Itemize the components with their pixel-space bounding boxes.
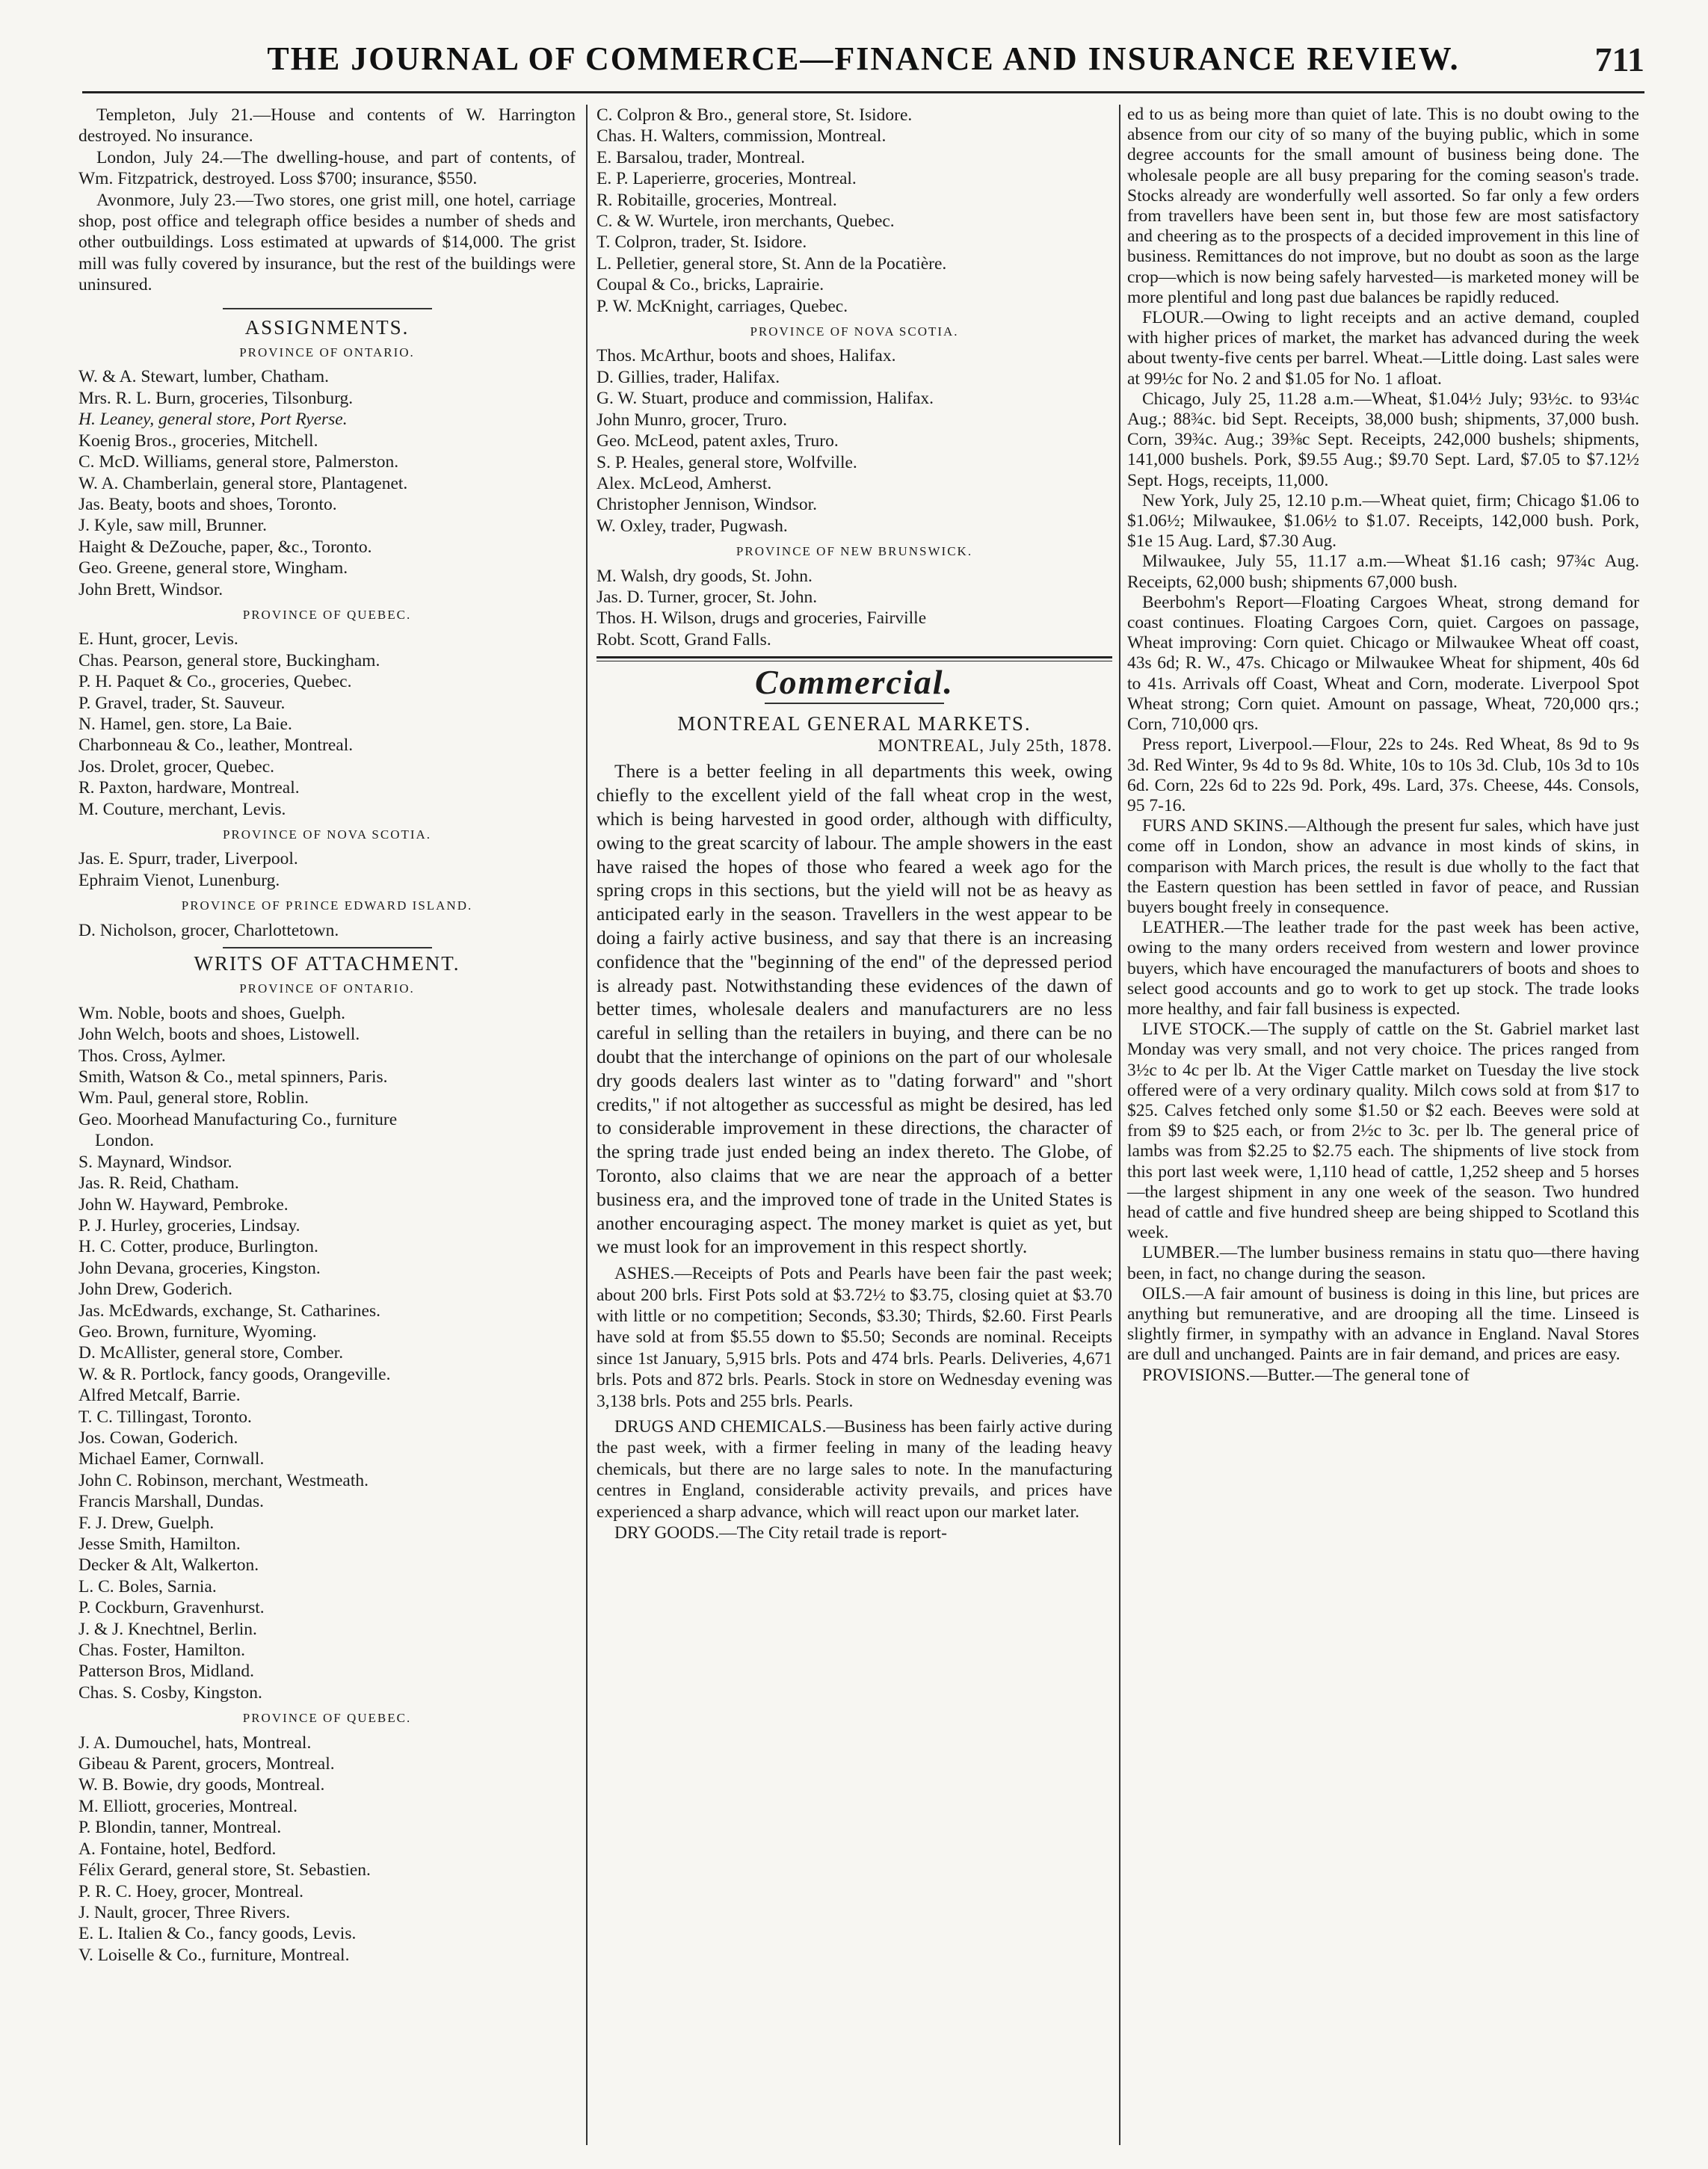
list-item: Thos. McArthur, boots and shoes, Halifax. — [596, 346, 896, 366]
list-item: J. Kyle, saw mill, Brunner. — [78, 516, 267, 536]
lumber-paragraph: LUMBER.—The lumber business remains in statu quo—there having been, in fact, no change during the season. — [1127, 1243, 1639, 1283]
list-item: J. A. Dumouchel, hats, Montreal. — [78, 1733, 312, 1753]
list-item: John C. Robinson, merchant, Westmeath. — [78, 1470, 369, 1490]
list-item: John Munro, grocer, Truro. — [596, 410, 787, 430]
list-item: E. L. Italien & Co., fancy goods, Levis. — [78, 1924, 357, 1944]
list-item: Jas. E. Spurr, trader, Liverpool. — [78, 849, 298, 869]
section-double-rule — [596, 656, 1112, 661]
oils-paragraph: OILS.—A fair amount of business is doing in this line, but prices are anything but remunerative, and are drooping all the time. Linseed is slightly firmer, in sympathy with an advance in England. Naval Stores are dull and unchanged. Paints are in fair demand, and prices are easy. — [1127, 1283, 1639, 1365]
column-divider — [1119, 105, 1120, 2145]
list-item: D. Gillies, trader, Halifax. — [596, 367, 780, 387]
leather-paragraph: LEATHER.—The leather trade for the past week has been active, owing to the many orders received from western and lower province buyers, which have encouraged the manufacturers of boots and shoes to select good accounts and go to work to get up stock. The trade looks more healthy, and fair fall business is expected. — [1127, 918, 1639, 1019]
list-item: D. Nicholson, grocer, Charlottetown. — [78, 920, 339, 940]
list-item: J. & J. Knechtnel, Berlin. — [78, 1619, 257, 1639]
column-3 — [1127, 105, 1639, 1386]
list-item: Gibeau & Parent, grocers, Montreal. — [78, 1754, 335, 1774]
list-item: H. C. Cotter, produce, Burlington. — [78, 1237, 318, 1257]
writs-quebec-continued-list — [596, 105, 1112, 317]
list-item: D. McAllister, general store, Comber. — [78, 1343, 344, 1363]
list-item: Christopher Jennison, Windsor. — [596, 495, 817, 515]
writs-nb-list — [596, 566, 1112, 651]
list-item: John Brett, Windsor. — [78, 579, 223, 599]
fire-item: Avonmore, July 23.—Two stores, one grist mill, one hotel, carriage shop, post office and telegraph office besides a number of sheds and other outbuildings. Loss estimated at upwards of $14,000. The grist mill was fully covered by insurance, but the rest of the buildings were uninsured. — [78, 190, 576, 295]
province-heading: PROVINCE OF NOVA SCOTIA. — [750, 324, 959, 339]
list-item: Charbonneau & Co., leather, Montreal. — [78, 735, 354, 756]
list-item: Félix Gerard, general store, St. Sebastien. — [78, 1860, 371, 1880]
province-heading: PROVINCE OF ONTARIO. — [239, 981, 415, 996]
list-item: E. P. Laperierre, groceries, Montreal. — [596, 169, 857, 189]
list-item: Geo. Moorhead Manufacturing Co., furniture — [78, 1109, 398, 1129]
list-item: J. Nault, grocer, Three Rivers. — [78, 1902, 291, 1922]
list-item: Decker & Alt, Walkerton. — [78, 1555, 259, 1576]
province-heading: PROVINCE OF NOVA SCOTIA. — [222, 827, 432, 842]
header-rule — [82, 91, 1644, 93]
list-item: Thos. H. Wilson, drugs and groceries, Fairville — [596, 608, 927, 629]
list-item: Coupal & Co., bricks, Laprairie. — [596, 275, 824, 295]
list-item: P. H. Paquet & Co., groceries, Quebec. — [78, 672, 352, 692]
list-item: Smith, Watson & Co., metal spinners, Paris. — [78, 1067, 388, 1087]
list-item: Jas. D. Turner, grocer, St. John. — [596, 587, 818, 607]
furs-paragraph: FURS AND SKINS.—Although the present fur sales, which have just come off in London, show an advance in most kinds of skins, in comparison with March prices, the result is due wholly to the fact that the Eastern question has been settled in favor of peace, and Russian buyers bought freely in consequence. — [1127, 816, 1639, 917]
list-item: L. Pelletier, general store, St. Ann de la Pocatière. — [596, 253, 947, 274]
province-heading: PROVINCE OF ONTARIO. — [239, 345, 415, 360]
list-item: W. & A. Stewart, lumber, Chatham. — [78, 367, 329, 387]
list-item: Michael Eamer, Cornwall. — [78, 1449, 265, 1469]
province-heading: PROVINCE OF QUEBEC. — [242, 607, 412, 622]
list-item: P. Gravel, trader, St. Sauveur. — [78, 693, 286, 713]
list-item: Robt. Scott, Grand Falls. — [596, 629, 771, 650]
list-item: Mrs. R. L. Burn, groceries, Tilsonburg. — [78, 388, 354, 408]
ashes-paragraph: ASHES.—Receipts of Pots and Pearls have been fair the past week; about 200 brls. First Pots sold at $3.72½ to $3.75, closing quiet at $3.70 with little or no competition; Seconds, $3.30; Thirds, $2.60. First Pearls have sold at from $5.55 down to $5.50; Seconds are nominal. Receipts since 1st January, 5,915 brls. Pots and 474 brls. Pearls. Deliveries, 4,671 brls. Pots and 872 brls. Pearls. Stock in store on Wednesday evening was 3,138 brls. Pots and 255 brls. Pearls. — [596, 1264, 1112, 1411]
fire-reports — [78, 105, 576, 296]
list-item: Koenig Bros., groceries, Mitchell. — [78, 431, 318, 451]
list-item: H. Leaney, general store, Port Ryerse. — [78, 410, 348, 430]
new-york-paragraph: New York, July 25, 12.10 p.m.—Wheat quiet, firm; Chicago $1.06 to $1.06½; Milwaukee, $1.06½ to $1.07. Receipts, 142,000 bush. Pork, $1e 15 Aug. Lard, $7.30 Aug. — [1127, 490, 1639, 552]
market-intro-paragraph: There is a better feeling in all departments this week, owing chiefly to the excellent yield of the fall wheat crop in the west, which is being harvested in good order, although with difficulty, owing to the great scarcity of labour. The ample showers in the east have raised the hopes of those who feared a week ago for the spring crops in this sections, but the yield will not be as heavy as anticipated early in the season. Travellers in the west appear to be doing a fairly active business, and say that there is an increasing confidence that the "beginning of the end" of the depressed period is already past. Notwithstanding these evidences of the dawn of better times, wholesale dealers and manufacturers are no less careful in selling than the retailers in buying, and there can be no doubt that the interchange of opinions on the part of our wholesale dry goods dealers last winter as to "dating forward" and "short credits," if not altogether as successful as might be desired, has led to considerable improvement in these directions, the character of the spring trade just ended being an index thereto. The Globe, of Toronto, also claims that we are near the approach of a better business era, and the improved tone of trade in the United States is another encouraging aspect. The money market is quiet as yet, but we must look for an improvement in this respect shortly. — [596, 760, 1112, 1258]
list-item: Chas. Pearson, general store, Buckingham. — [78, 650, 380, 670]
list-item: M. Couture, merchant, Levis. — [78, 799, 286, 819]
list-item: Haight & DeZouche, paper, &c., Toronto. — [78, 537, 372, 557]
list-item: Thos. Cross, Aylmer. — [78, 1046, 226, 1066]
list-item: Geo. Brown, furniture, Wyoming. — [78, 1321, 317, 1342]
masthead-title: THE JOURNAL OF COMMERCE—FINANCE AND INSURANCE REVIEW. — [267, 40, 1460, 77]
page-header — [82, 34, 1644, 93]
list-item: P. Cockburn, Gravenhurst. — [78, 1598, 265, 1618]
list-item: Chas. S. Cosby, Kingston. — [78, 1682, 262, 1703]
column-2 — [596, 105, 1112, 1543]
list-item: R. Paxton, hardware, Montreal. — [78, 778, 300, 798]
list-item: Jos. Drolet, grocer, Quebec. — [78, 756, 275, 777]
list-item: Jas. R. Reid, Chatham. — [78, 1173, 239, 1194]
dry-goods-paragraph: DRY GOODS.—The City retail trade is report- — [614, 1522, 947, 1543]
list-item: E. Hunt, grocer, Levis. — [78, 629, 238, 650]
list-item: Jesse Smith, Hamilton. — [78, 1534, 241, 1554]
list-item: Geo. McLeod, patent axles, Truro. — [596, 431, 839, 451]
dry-goods-continued: ed to us as being more than quiet of late. This is no doubt owing to the absence from our city of so many of the buying public, which in some degree accounts for the small amount of business being done. The wholesale people are all busy preparing for the coming season's trade. Stocks already are wonderfully well assorted. So far only a few orders from travellers have been sent in, but those few are most satisfactory and cheering as to the prospects of a decided improvement in this line of business. Remittances do not improve, but no doubt as soon as the large crop—which is now being safely harvested—is marketed money will be more plentiful and long past due balances be rapidly reduced. — [1127, 105, 1639, 307]
live-stock-paragraph: LIVE STOCK.—The supply of cattle on the St. Gabriel market last Monday was very small, and not very choice. The prices ranged from 3½c to 4c per lb. At the Viger Cattle market on Tuesday the live stock offered were of a very ordinary quality. Milch cows sold at from $17 to $25. Calves fetched only some $1.50 or $2 each. Beeves were sold at from $9 to $25 each, or from 2½c to 3c. per lb. The general price of lambs was from $2.25 to $2.75 each. The shipments of live stock from this port last week were, 1,110 head of cattle, 1,252 sheep and 5 horses—the largest shipment in any one week of the season. Two hundred head of cattle and five hundred sheep are being shipped to Scotland this week. — [1127, 1019, 1639, 1243]
province-heading: PROVINCE OF PRINCE EDWARD ISLAND. — [181, 898, 473, 913]
list-item: Jas. McEdwards, exchange, St. Catharines. — [78, 1301, 380, 1321]
list-item: C. Colpron & Bro., general store, St. Isidore. — [596, 105, 913, 125]
list-item: Wm. Paul, general store, Roblin. — [78, 1088, 309, 1108]
list-item: John W. Hayward, Pembroke. — [78, 1194, 289, 1215]
chicago-paragraph: Chicago, July 25, 11.28 a.m.—Wheat, $1.04½ July; 93½c. to 93¼c Aug.; 88¾c. bid Sept. Receipts, 38,000 bush; shipments, 37,000 bush. Corn, 39¾c. Aug.; 39⅜c Sept. Receipts, 242,000 bushels; shipments, 141,000 bushels. Pork, $9.55 Aug.; $9.70 Sept. Lard, $7.05 to $7.12½ Sept. Hogs, receipts, 11,000. — [1127, 389, 1639, 490]
list-item: T. Colpron, trader, St. Isidore. — [596, 232, 807, 253]
list-item: L. C. Boles, Sarnia. — [78, 1576, 217, 1596]
province-heading: PROVINCE OF NEW BRUNSWICK. — [736, 544, 973, 559]
list-item: London. — [95, 1131, 154, 1151]
list-item: V. Loiselle & Co., furniture, Montreal. — [78, 1945, 350, 1965]
press-report-paragraph: Press report, Liverpool.—Flour, 22s to 24s. Red Wheat, 8s 9d to 9s 3d. Red Winter, 9s 4d to 9s 8d. White, 10s to 10s 3d. Club, 10s 3d to 10s 6d. Corn, 22s 6d to 22s 9d. Pork, 49s. Lard, 37s. Cheese, 44s. Consols, 95 7-16. — [1127, 735, 1639, 815]
writs-heading: WRITS OF ATTACHMENT. — [194, 952, 460, 975]
section-rule — [223, 947, 432, 948]
list-item: E. Barsalou, trader, Montreal. — [596, 147, 806, 167]
column-1 — [78, 105, 576, 1966]
beerbohm-paragraph: Beerbohm's Report—Floating Cargoes Wheat, strong demand for coast continues. Floating Cargoes Corn, quiet. Cargoes on passage, Wheat improving: Corn quiet. Chicago or Milwaukee Wheat off coast, 43s 6d; R. W., 47s. Chicago or Milwaukee Wheat for shipment, 40s 6d to 41s. Arrivals off Coast, Wheat and Corn, moderate. Liverpool Spot Wheat strong; Corn quiet. Amount on passage, Wheat, 720,000 qrs.; Corn, 710,000 qrs. — [1127, 592, 1639, 735]
list-item: S. Maynard, Windsor. — [78, 1152, 232, 1172]
list-item: Wm. Noble, boots and shoes, Guelph. — [78, 1003, 346, 1023]
commercial-heading: Commercial. — [754, 663, 955, 702]
markets-heading: MONTREAL GENERAL MARKETS. — [677, 712, 1032, 735]
list-item: John Welch, boots and shoes, Listowell. — [78, 1025, 360, 1045]
writs-ontario-list — [78, 1003, 576, 1703]
list-item: C. McD. Williams, general store, Palmerston. — [78, 452, 399, 472]
milwaukee-paragraph: Milwaukee, July 55, 11.17 a.m.—Wheat $1.16 cash; 97¾c Aug. Receipts, 62,000 bush; shipments 67,000 bush. — [1127, 552, 1639, 592]
list-item: A. Fontaine, hotel, Bedford. — [78, 1839, 277, 1859]
list-item: Jas. Beaty, boots and shoes, Toronto. — [78, 494, 337, 514]
list-item: M. Walsh, dry goods, St. John. — [596, 566, 813, 586]
list-item: John Devana, groceries, Kingston. — [78, 1258, 321, 1278]
list-item: Francis Marshall, Dundas. — [78, 1492, 265, 1512]
provisions-paragraph: PROVISIONS.—Butter.—The general tone of — [1142, 1365, 1470, 1385]
list-item: Patterson Bros, Midland. — [78, 1662, 254, 1682]
list-item: M. Elliott, groceries, Montreal. — [78, 1796, 298, 1816]
page-number: 711 — [1594, 40, 1644, 78]
dateline: MONTREAL, July 25th, 1878. — [878, 735, 1112, 755]
writs-quebec-list — [78, 1733, 576, 1966]
assignments-ontario-list — [78, 366, 576, 599]
fire-item: London, July 24.—The dwelling-house, and part of contents, of Wm. Fitzpatrick, destroyed. Loss $700; insurance, $550. — [78, 147, 576, 189]
province-heading: PROVINCE OF QUEBEC. — [242, 1711, 412, 1726]
list-item: P. W. McKnight, carriages, Quebec. — [596, 296, 848, 316]
list-item: Alex. McLeod, Amherst. — [596, 473, 772, 493]
list-item: John Drew, Goderich. — [78, 1280, 233, 1300]
list-item: Geo. Greene, general store, Wingham. — [78, 558, 348, 578]
list-item: G. W. Stuart, produce and commission, Halifax. — [596, 389, 934, 409]
section-rule — [765, 703, 944, 704]
list-item: Ephraim Vienot, Lunenburg. — [78, 870, 280, 890]
list-item: Jos. Cowan, Goderich. — [78, 1428, 238, 1448]
list-item: C. & W. Wurtele, iron merchants, Quebec. — [596, 212, 895, 232]
list-item: P. Blondin, tanner, Montreal. — [78, 1818, 282, 1838]
writs-ns-list — [596, 345, 1112, 537]
list-item: N. Hamel, gen. store, La Baie. — [78, 714, 292, 734]
list-item: Chas. Foster, Hamilton. — [78, 1641, 245, 1661]
list-item: R. Robitaille, groceries, Montreal. — [596, 190, 837, 210]
assignments-quebec-list — [78, 629, 576, 820]
list-item: W. A. Chamberlain, general store, Plantagenet. — [78, 473, 408, 493]
column-divider — [586, 105, 588, 2145]
assignments-heading: ASSIGNMENTS. — [244, 315, 410, 339]
list-item: Chas. H. Walters, commission, Montreal. — [596, 126, 887, 146]
flour-paragraph: FLOUR.—Owing to light receipts and an active demand, coupled with higher prices of market, the market has advanced during the week about twenty-five cents per barrel. Wheat.—Little doing. Last sales were at 99½c for No. 2 and $1.05 for No. 1 afloat. — [1127, 308, 1639, 389]
list-item: P. R. C. Hoey, grocer, Montreal. — [78, 1881, 304, 1901]
fire-item: Templeton, July 21.—House and contents of W. Harrington destroyed. No insurance. — [78, 105, 576, 146]
list-item: S. P. Heales, general store, Wolfville. — [596, 452, 857, 472]
list-item: W. & R. Portlock, fancy goods, Orangeville. — [78, 1364, 391, 1384]
list-item: F. J. Drew, Guelph. — [78, 1513, 215, 1533]
list-item: T. C. Tillingast, Toronto. — [78, 1407, 252, 1427]
list-item: W. Oxley, trader, Pugwash. — [596, 516, 788, 536]
list-item: Alfred Metcalf, Barrie. — [78, 1386, 241, 1406]
section-rule — [223, 308, 432, 309]
drugs-paragraph: DRUGS AND CHEMICALS.—Business has been fairly active during the past week, with a firmer feeling in many of the leading heavy chemicals, but there are no large sales to note. In the manufacturing centres in England, considerable activity prevails, and prices have experienced a sharp advance, which will react upon our market later. — [596, 1416, 1112, 1522]
list-item: W. B. Bowie, dry goods, Montreal. — [78, 1775, 325, 1795]
list-item: P. J. Hurley, groceries, Lindsay. — [78, 1215, 300, 1235]
